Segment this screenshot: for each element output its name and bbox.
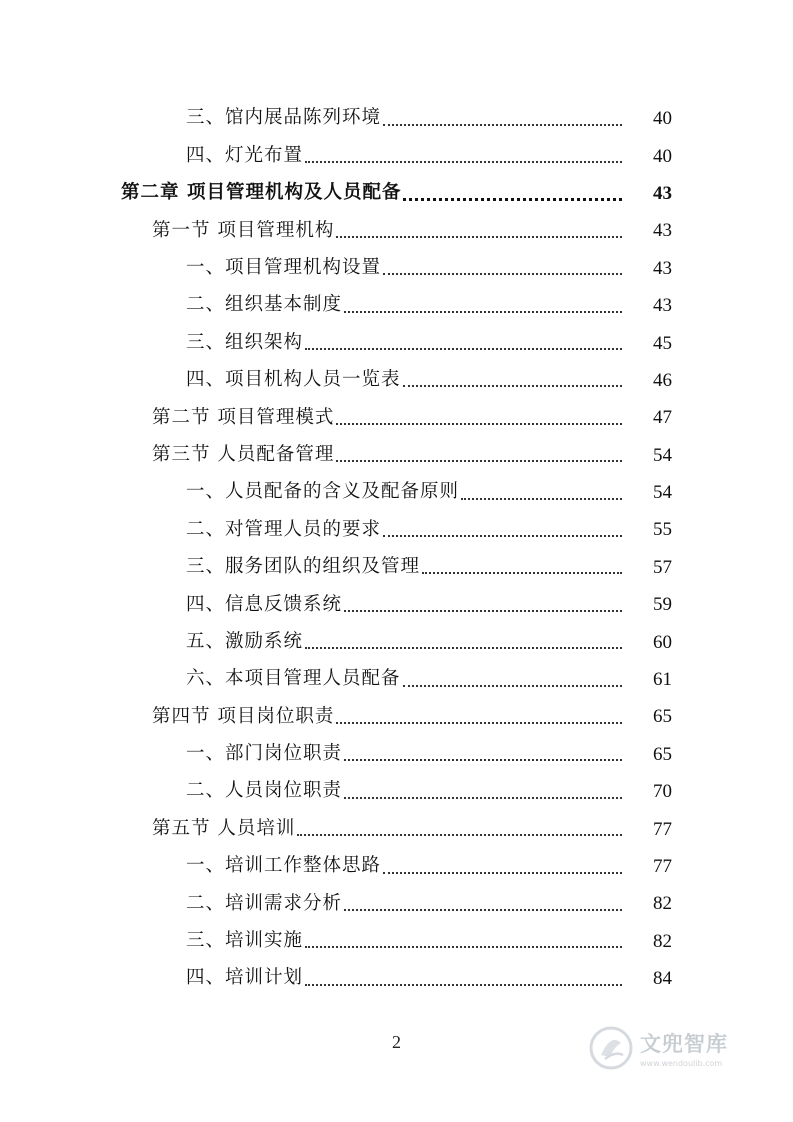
toc-entry[interactable] bbox=[0, 885, 793, 922]
toc-entry-page: 77 bbox=[653, 856, 672, 877]
toc-entry-title: 二、组织基本制度 bbox=[186, 294, 343, 316]
toc-dot-leader bbox=[297, 834, 622, 836]
toc-dot-leader bbox=[403, 198, 622, 201]
toc-entry-page: 57 bbox=[653, 556, 672, 578]
toc-dot-leader bbox=[383, 872, 622, 874]
toc-entry[interactable] bbox=[0, 848, 793, 885]
toc-entry-page: 54 bbox=[653, 444, 672, 466]
toc-entry-page: 55 bbox=[653, 519, 672, 541]
toc-entry[interactable] bbox=[0, 250, 793, 287]
toc-dot-leader bbox=[305, 348, 622, 350]
toc-entry-title: 三、服务团队的组织及管理 bbox=[186, 556, 421, 578]
toc-entry-title: 四、信息反馈系统 bbox=[186, 593, 343, 615]
toc-entry[interactable] bbox=[0, 474, 793, 511]
toc-entry-page: 47 bbox=[653, 407, 672, 429]
toc-entry-title: 一、部门岗位职责 bbox=[186, 743, 343, 765]
toc-entry[interactable] bbox=[0, 960, 793, 997]
wendou-logo-icon bbox=[588, 1025, 634, 1071]
toc-entry-title: 二、培训需求分析 bbox=[186, 892, 343, 914]
toc-entry-page: 59 bbox=[653, 594, 672, 616]
toc-entry[interactable] bbox=[0, 773, 793, 810]
toc-entry[interactable] bbox=[0, 586, 793, 623]
toc-entry-title: 第二节 项目管理模式 bbox=[152, 406, 335, 428]
toc-entry-title: 四、灯光布置 bbox=[186, 144, 304, 166]
toc-entry[interactable] bbox=[0, 923, 793, 960]
toc-entry-page: 60 bbox=[653, 631, 672, 653]
toc-dot-leader bbox=[422, 572, 622, 574]
toc-dot-leader bbox=[344, 311, 622, 313]
toc-entry-title: 四、项目机构人员一览表 bbox=[186, 369, 401, 391]
toc-entry-page: 43 bbox=[653, 257, 672, 279]
toc-dot-leader bbox=[336, 722, 622, 724]
toc-entry[interactable] bbox=[0, 100, 793, 137]
toc-entry-page: 54 bbox=[653, 482, 672, 504]
toc-entry-title: 第四节 项目岗位职责 bbox=[152, 705, 335, 727]
toc-entry-page: 65 bbox=[653, 743, 672, 765]
toc-entry-title: 二、人员岗位职责 bbox=[186, 780, 343, 802]
toc-entry-page: 40 bbox=[653, 108, 672, 130]
toc-entry[interactable] bbox=[0, 212, 793, 249]
toc-entry-page: 40 bbox=[653, 145, 672, 167]
toc-entry-page: 43 bbox=[653, 182, 672, 204]
toc-entry-page: 45 bbox=[653, 332, 672, 354]
toc-entry[interactable] bbox=[0, 287, 793, 324]
toc-entry[interactable] bbox=[0, 324, 793, 361]
toc-dot-leader bbox=[403, 385, 622, 387]
toc-entry-title: 四、培训计划 bbox=[186, 967, 304, 989]
toc-dot-leader bbox=[344, 759, 622, 761]
toc-entry-title: 第五节 人员培训 bbox=[152, 817, 296, 839]
toc-entry-page: 43 bbox=[653, 295, 672, 317]
toc-entry-page: 43 bbox=[653, 220, 672, 242]
toc-entry[interactable] bbox=[0, 175, 793, 212]
toc-dot-leader bbox=[461, 498, 622, 500]
toc-entry[interactable] bbox=[0, 362, 793, 399]
toc-entry-title: 一、项目管理机构设置 bbox=[186, 257, 382, 278]
toc-dot-leader bbox=[383, 535, 622, 537]
toc-dot-leader bbox=[403, 685, 622, 687]
toc-dot-leader bbox=[344, 909, 622, 911]
toc-entry[interactable] bbox=[0, 661, 793, 698]
toc-dot-leader bbox=[305, 161, 622, 163]
toc-dot-leader bbox=[336, 460, 622, 462]
table-of-contents bbox=[0, 100, 793, 997]
toc-entry-page: 84 bbox=[653, 968, 672, 990]
page-number: 2 bbox=[392, 1032, 401, 1052]
toc-entry-title: 第三节 人员配备管理 bbox=[152, 443, 335, 465]
watermark bbox=[588, 1018, 758, 1078]
toc-entry-title: 三、培训实施 bbox=[186, 930, 304, 952]
toc-dot-leader bbox=[305, 647, 622, 649]
toc-entry-page: 82 bbox=[653, 893, 672, 915]
toc-entry[interactable] bbox=[0, 736, 793, 773]
toc-entry-page: 65 bbox=[653, 706, 672, 728]
toc-dot-leader bbox=[336, 236, 622, 238]
toc-entry-page: 77 bbox=[653, 818, 672, 840]
toc-entry-title: 一、人员配备的含义及配备原则 bbox=[186, 481, 460, 503]
toc-entry[interactable] bbox=[0, 549, 793, 586]
toc-entry-page: 61 bbox=[653, 669, 672, 691]
watermark-name: 文兜智库 bbox=[640, 1032, 728, 1056]
toc-entry-page: 46 bbox=[653, 369, 672, 391]
toc-entry-title: 二、对管理人员的要求 bbox=[186, 518, 382, 540]
toc-entry[interactable] bbox=[0, 698, 793, 735]
toc-dot-leader bbox=[344, 797, 622, 799]
toc-entry[interactable] bbox=[0, 511, 793, 548]
toc-dot-leader bbox=[383, 273, 622, 275]
toc-entry[interactable] bbox=[0, 623, 793, 660]
toc-entry[interactable] bbox=[0, 437, 793, 474]
toc-entry-page: 82 bbox=[653, 930, 672, 952]
toc-entry-title: 第一节 项目管理机构 bbox=[152, 219, 335, 241]
toc-dot-leader bbox=[305, 946, 622, 948]
toc-dot-leader bbox=[344, 610, 622, 612]
toc-entry[interactable] bbox=[0, 137, 793, 174]
toc-dot-leader bbox=[383, 124, 622, 126]
toc-entry[interactable] bbox=[0, 399, 793, 436]
toc-entry-page: 70 bbox=[653, 781, 672, 803]
toc-entry-title: 一、培训工作整体思路 bbox=[186, 855, 382, 877]
toc-dot-leader bbox=[305, 984, 622, 986]
toc-entry-title: 第二章 项目管理机构及人员配备 bbox=[121, 182, 402, 204]
watermark-url: www.wendoulib.com bbox=[640, 1059, 723, 1068]
toc-entry-title: 三、组织架构 bbox=[186, 331, 304, 353]
toc-entry-title: 六、本项目管理人员配备 bbox=[186, 668, 401, 690]
toc-entry[interactable] bbox=[0, 810, 793, 847]
toc-entry-title: 五、激励系统 bbox=[186, 630, 304, 652]
toc-entry-title: 三、馆内展品陈列环境 bbox=[186, 107, 382, 129]
toc-dot-leader bbox=[336, 423, 622, 425]
